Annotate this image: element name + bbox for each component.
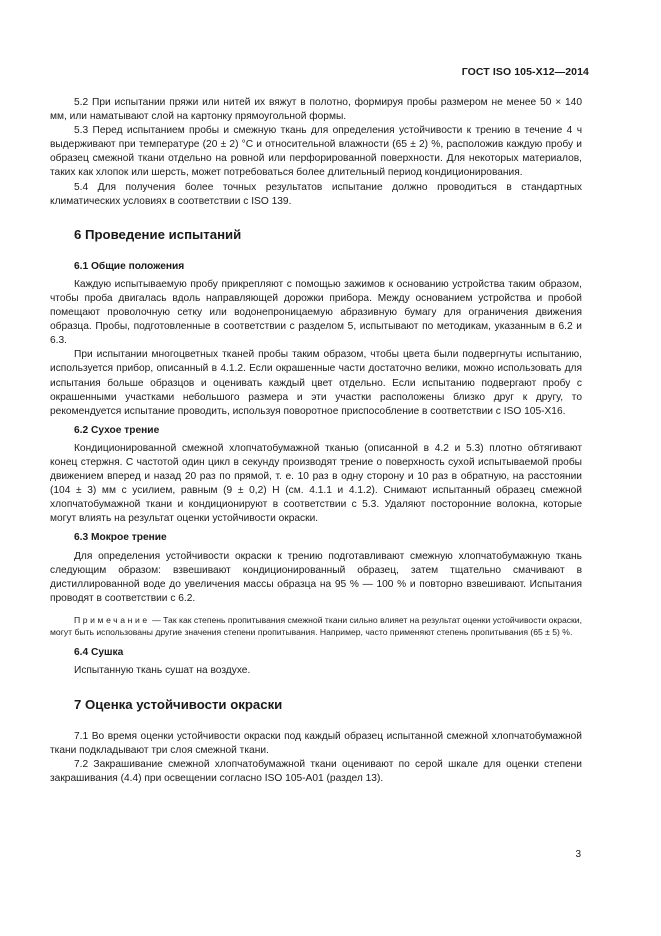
subsection-6-1-heading: 6.1 Общие положения: [74, 260, 185, 272]
paragraph-5-2: 5.2 При испытании пряжи или нитей их вяжут в полотно, формируя пробы размером не менее 50 × 140 мм, или наматывают слой на картонку прямоугольной формы.: [50, 97, 582, 123]
paragraph-5-3: 5.3 Перед испытанием пробы и смежную ткань для определения устойчивости к трению в течение 4 ч выдерживают при температуре (20 ± 2) °C и относительной влажности (65 ± 2) %, расположив каждую пробу и образец смежной ткани отдельно на ровной или перфорированной поверхности. Для некоторых материалов, таких как хлопок или шерсть, может потребоваться более длительный период кондиционирования.: [50, 125, 582, 179]
section-7-heading: 7 Оценка устойчивости окраски: [74, 696, 283, 712]
page-number: 3: [575, 849, 581, 860]
note-text: — Так как степень пропитывания смежной ткани сильно влияет на результат оценки устойчивости окраски, могут быть использованы другие значения степени пропитывания. Например, часто применяют степень пропитывания (65 ± 5) %.: [50, 614, 582, 638]
paragraph-7-1: 7.1 Во время оценки устойчивости окраски под каждый образец испытанной смежной хлопчатобумажной ткани подкладывают три слоя смежной ткани.: [50, 730, 582, 756]
paragraph-6-1-b: При испытании многоцветных тканей пробы таким образом, чтобы цвета были подвергнуты испытанию, используется прибор, описанный в 4.1.2. Если окрашенные части достаточно велики, можно использовать для испытания больше образцов и оценивать каждый цвет отдельно. Если испытанию подвергают пробу с окрашенными участками небольшого размера и эти участки расположены близко друг к другу, то рекомендуется испытание проводить, используя поворотное приспособление в соответствии с ISO 105-X16.: [50, 349, 582, 417]
standard-code: ГОСТ ISO 105-X12—2014: [461, 66, 589, 78]
note-label: Примечание: [74, 614, 150, 625]
subsection-6-4-heading: 6.4 Сушка: [74, 647, 124, 659]
note: [50, 614, 582, 638]
section-6-heading: 6 Проведение испытаний: [74, 226, 242, 242]
paragraph-7-2: 7.2 Закрашивание смежной хлопчатобумажной ткани оценивают по серой шкале для оценки степени закрашивания (4.4) при освещении согласно ISO 105-A01 (раздел 13).: [50, 758, 582, 784]
paragraph-6-3: Для определения устойчивости окраски к трению подготавливают смежную хлопчатобумажную ткань следующим образом: взвешивают кондиционированный образец, затем тщательно смачивают в дистиллированной воде до увеличения массы образца на 95 % — 100 % и повторно взвешивают. Испытания проводят в соответствии с 6.2.: [50, 550, 582, 604]
paragraph-6-1-a: Каждую испытываемую пробу прикрепляют с помощью зажимов к основанию устройства таким образом, чтобы проба двигалась вдоль направляющей дорожки прибора. Между основанием устройства и пробой помещают проволочную сетку или водонепроницаемую абразивную бумагу для ограничения движения образца. Пробы, подготовленные в соответствии с разделом 5, испытывают по методикам, указанным в 6.2 и 6.3.: [50, 278, 582, 347]
page-content: [50, 96, 582, 786]
paragraph-6-4: Испытанную ткань сушат на воздухе.: [74, 665, 251, 677]
paragraph-6-2: Кондиционированной смежной хлопчатобумажной тканью (описанной в 4.2 и 5.3) плотно обтягивают конец стержня. С частотой один цикл в секунду производят трение о поверхность сухой испытываемой пробы движением вперед и назад 20 раз по прямой, т. е. 10 раз в одну сторону и 10 раз в обратную, на расстоянии (104 ± 3) мм с усилием, равным (9 ± 0,2) Н (см. 4.1.1 и 4.1.2). Снимают испытанный образец смежной хлопчатобумажной ткани и кондиционируют в соответствии с 5.3. Удаляют посторонние волокна, которые могут влиять на результат оценки устойчивости окраски.: [50, 442, 582, 525]
subsection-6-3-heading: 6.3 Мокрое трение: [74, 532, 167, 544]
subsection-6-2-heading: 6.2 Сухое трение: [74, 424, 160, 436]
paragraph-5-4: 5.4 Для получения более точных результатов испытание должно проводиться в стандартных климатических условиях в соответствии с ISO 139.: [50, 181, 582, 207]
